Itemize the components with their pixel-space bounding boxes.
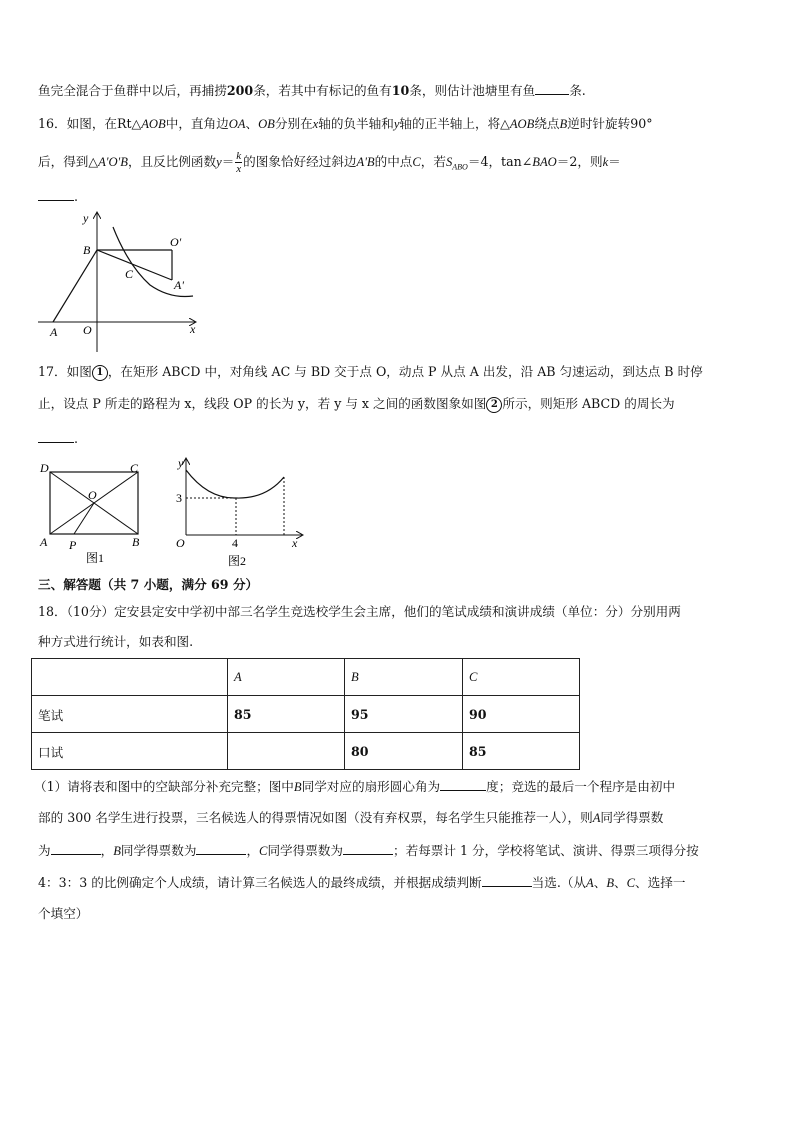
- q17-label-o: O: [88, 488, 97, 502]
- q17-caption-2: 图2: [228, 554, 247, 568]
- q16-line-1: [38, 114, 653, 134]
- q15-line: [38, 80, 586, 101]
- q18-text: 同学得票数为: [120, 843, 197, 858]
- q15-text: 条，若其中有标记的鱼有: [253, 83, 392, 98]
- q16-text: 如图，在: [66, 116, 117, 131]
- table-row: [32, 696, 580, 733]
- q17-text: ，在矩形 ABCD 中，对角线 AC 与 BD 交于点 O，动点 P 从点 A 出发，沿 AB 匀速运动，到达点 B 时停: [107, 364, 703, 379]
- q16-text: ＝4，tan∠: [467, 154, 533, 169]
- table-header-b: B: [345, 659, 463, 696]
- q18-score-table: [31, 658, 580, 770]
- q16-number: 16．: [38, 116, 67, 131]
- q16-label-y: y: [83, 211, 89, 225]
- q18-c-votes-blank[interactable]: [343, 840, 393, 855]
- q16-var: y: [393, 117, 400, 131]
- q17-label-b: B: [132, 535, 140, 549]
- q16-text: ，且反比例函数: [127, 154, 217, 169]
- q18-text: 度；竞选的最后一个程序是由初中: [486, 779, 676, 794]
- q16-answer-blank[interactable]: [38, 186, 74, 201]
- q16-label-x: x: [190, 322, 196, 336]
- q16-text: ＝2，则: [556, 154, 603, 169]
- q16-var: AOB: [141, 117, 166, 131]
- q16-text: ＝: [221, 154, 235, 169]
- q18-text: ；若每票计 1 分，学校将笔试、演讲、得票三项得分按: [393, 843, 699, 858]
- table-header-c: C: [463, 659, 580, 696]
- q16-var: k: [602, 155, 609, 169]
- q18-text: 同学得票数为: [267, 843, 344, 858]
- q18-text: 为: [38, 843, 51, 858]
- table-row-label-oral: 口试: [32, 733, 228, 770]
- q18-text: 、选择一: [635, 875, 686, 890]
- q15-number-10: 10: [391, 83, 410, 98]
- q16-text: 轴的正半轴上，将△: [399, 116, 510, 131]
- q18-text: ，: [100, 843, 114, 858]
- q17-circled-one: 1: [92, 365, 108, 381]
- q17-segment-op: [74, 503, 94, 534]
- q16-line-3: [38, 186, 78, 207]
- section-3-title: 三、解答题（共 7 小题，满分 69 分）: [38, 577, 259, 592]
- q17-text: 止，设点 P 所走的路程为 x，线段 OP 的长为 y，若 y 与 x 之间的函数图象如图: [38, 396, 487, 411]
- q16-var: x: [312, 117, 319, 131]
- q15-answer-blank[interactable]: [535, 80, 569, 95]
- q18-part1-line-2: [38, 808, 663, 828]
- q16-text: ，若: [420, 154, 446, 169]
- table-header-a: A: [228, 659, 345, 696]
- q18-part1-line-1: [34, 776, 675, 797]
- q16-label-o1: O': [170, 235, 182, 249]
- q16-label-a1: A': [174, 278, 184, 292]
- q17-label-p: P: [69, 538, 77, 552]
- q16-text: 轴的负半轴和: [318, 116, 394, 131]
- q16-var: S: [445, 155, 453, 169]
- q18-var: C: [626, 876, 636, 890]
- q17-answer-blank[interactable]: [38, 428, 74, 443]
- q16-rt: Rt△: [117, 116, 142, 131]
- q18-text: 、: [593, 875, 607, 890]
- q16-var: B: [559, 117, 568, 131]
- q17-graph-curve: [186, 470, 284, 498]
- q18-var: A: [586, 876, 594, 890]
- q18-line-2: 种方式进行统计，如表和图.: [38, 634, 194, 649]
- q16-text: 逆时针旋转: [567, 116, 631, 131]
- q15-text: 条.: [569, 83, 586, 98]
- q17-graph-label-y: y: [178, 456, 184, 470]
- q17-graph-label-4: 4: [232, 536, 238, 550]
- q18-var: C: [259, 844, 268, 858]
- q17-line-3: [38, 428, 78, 449]
- q16-var: A'B: [356, 155, 375, 169]
- q17-label-c: C: [130, 461, 139, 475]
- table-cell-blank[interactable]: [228, 733, 345, 770]
- q18-part1-line-3: [38, 840, 699, 861]
- table-cell: 80: [345, 733, 463, 770]
- table-row: [32, 659, 580, 696]
- q16-text: ＝: [608, 154, 621, 169]
- q15-number-200: 200: [226, 83, 254, 98]
- q16-segment-ba1: [97, 250, 172, 280]
- q18-line-1: 18．（10分）定安县定安中学初中部三名学生竞选校学生会主席，他们的笔试成绩和演讲成绩（单位：分）分别用两: [38, 604, 681, 619]
- q16-text: 的中点: [374, 154, 413, 169]
- q18-text: 部的 300 名学生进行投票，三名候选人的得票情况如图（没有弃权票，每名学生只能推荐一人），则: [38, 810, 593, 825]
- q18-text: 同学得票数: [600, 810, 664, 825]
- q18-winner-blank[interactable]: [482, 872, 532, 887]
- q16-degree: 90°: [630, 116, 653, 131]
- q16-text: 中，直角边: [165, 116, 229, 131]
- q17-circled-two: 2: [486, 397, 502, 413]
- table-cell: 85: [228, 696, 345, 733]
- q16-text: 的图象恰好经过斜边: [243, 154, 357, 169]
- q16-text: 分别在: [274, 116, 313, 131]
- q18-var: B: [293, 780, 302, 794]
- table-row-label-written: 笔试: [32, 696, 228, 733]
- q17-line-2: [38, 394, 675, 414]
- q16-var: BAO: [532, 155, 557, 169]
- q16-text: 绕点: [534, 116, 560, 131]
- q16-fraction: [235, 150, 242, 175]
- q15-text: 条，则估计池塘里有鱼: [409, 83, 536, 98]
- q16-var: AOB: [509, 117, 535, 131]
- q17-figure-2: [168, 455, 306, 573]
- q18-text: 同学对应的扇形圆心角为: [301, 779, 441, 794]
- table-cell: [32, 659, 228, 696]
- q16-label-o: O: [83, 323, 92, 337]
- q17-label-d: D: [40, 461, 49, 475]
- q18-angle-blank[interactable]: [440, 776, 486, 791]
- q17-number: 17．: [38, 364, 67, 379]
- q18-var: A: [592, 811, 601, 825]
- q16-text: .: [74, 189, 79, 204]
- q15-text: 鱼完全混合于鱼群中以后，再捕捞: [38, 83, 227, 98]
- q16-label-b: B: [83, 243, 91, 257]
- q16-fraction-denominator: x: [236, 163, 242, 175]
- q16-line-2: [38, 150, 621, 178]
- q18-b-votes-blank[interactable]: [196, 840, 246, 855]
- q18-a-votes-blank[interactable]: [51, 840, 101, 855]
- q17-graph-label-x: x: [292, 536, 298, 550]
- q18-text: ，: [246, 843, 260, 858]
- q18-part1-line-4: [38, 872, 685, 893]
- q17-text: 如图: [66, 364, 92, 379]
- table-row: [32, 733, 580, 770]
- q16-label-c: C: [125, 267, 134, 281]
- q16-figure: [30, 205, 210, 355]
- q16-fraction-numerator: k: [236, 150, 242, 162]
- table-cell: 95: [345, 696, 463, 733]
- q18-text: 、: [614, 875, 627, 890]
- q16-var: OB: [258, 117, 275, 131]
- q18-text: 当选.（从: [531, 875, 587, 890]
- q17-line-1: [38, 362, 703, 382]
- q16-text: 后，得到△: [38, 154, 99, 169]
- q17-graph-label-3: 3: [176, 491, 182, 505]
- table-cell: 85: [463, 733, 580, 770]
- q18-var: B: [606, 876, 615, 890]
- q17-graph-label-o: O: [176, 536, 185, 550]
- q17-text: .: [74, 431, 79, 446]
- q16-segment-ab: [53, 250, 97, 322]
- q16-label-a: A: [50, 325, 58, 339]
- q16-subscript: ABO: [452, 162, 468, 172]
- q16-var: y: [216, 155, 222, 169]
- q18-var: B: [113, 844, 121, 858]
- q18-text: （1）请将表和图中的空缺部分补充完整；图中: [34, 779, 294, 794]
- q17-caption-1: 图1: [86, 551, 105, 565]
- q18-part1-line-5: 个填空）: [38, 906, 89, 921]
- q16-var: A'O'B: [98, 155, 128, 169]
- q16-text: 、: [245, 116, 259, 131]
- q16-var: OA: [228, 117, 246, 131]
- q18-text: 4：3：3 的比例确定个人成绩，请计算三名候选人的最终成绩，并根据成绩判断: [38, 875, 482, 890]
- q17-figure-1: [34, 458, 154, 568]
- table-cell: 90: [463, 696, 580, 733]
- q16-var: C: [412, 155, 421, 169]
- q17-label-a: A: [40, 535, 48, 549]
- q17-text: 所示，则矩形 ABCD 的周长为: [502, 396, 675, 411]
